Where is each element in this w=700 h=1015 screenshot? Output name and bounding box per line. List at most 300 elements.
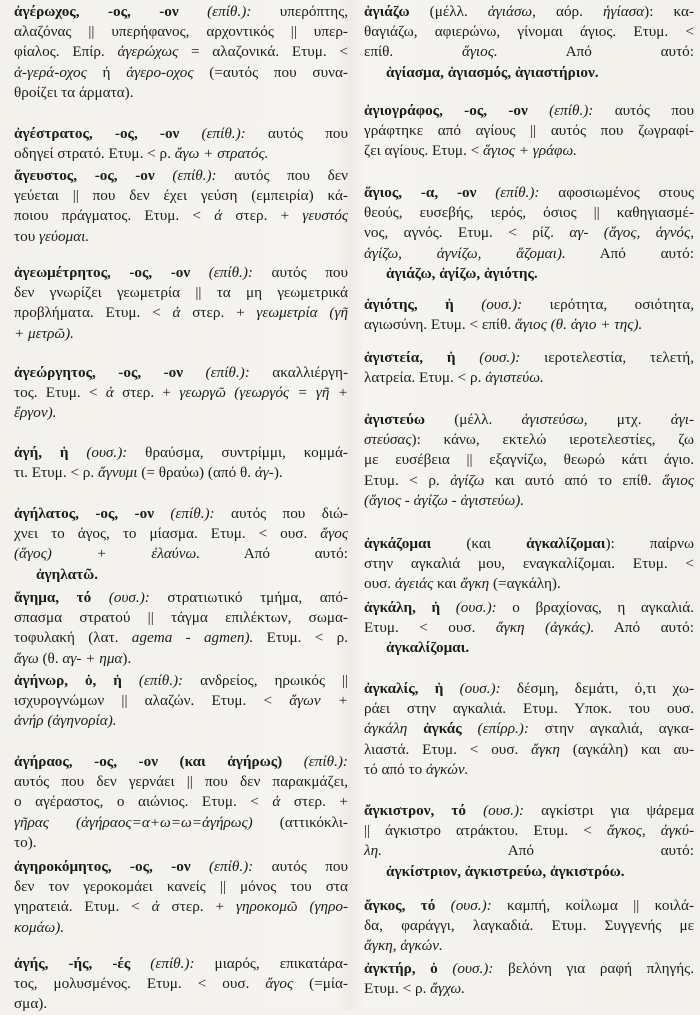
italic-text: αγ- (ἅγος, ἁγνός, (569, 224, 694, 242)
derived-words-line (364, 638, 694, 658)
italic-text: ἄγκη (460, 575, 490, 593)
italic-text: γεωμετρία (γῆ (256, 304, 349, 322)
italic-text: (ουσ.): (455, 599, 497, 616)
entry-line (14, 283, 348, 303)
italic-text: ἀγ- (254, 464, 274, 482)
italic-text: αγ- + ημα (62, 649, 123, 667)
entry-line (14, 608, 348, 628)
entry-line (14, 524, 348, 544)
italic-text: (ουσ.): (481, 296, 523, 313)
dictionary-entry (364, 183, 694, 284)
entry-line (14, 711, 348, 731)
entry-line (364, 315, 694, 335)
italic-text: ἁγιάσω, (487, 3, 536, 20)
entry-line (364, 719, 694, 739)
italic-text: (ουσ.): (450, 897, 492, 914)
definition-text: καμπή, κοίλωμα || κοιλά- (491, 897, 694, 914)
entry-line (14, 363, 348, 383)
definition-text: αυτός που (252, 264, 348, 281)
entry-line (14, 772, 348, 792)
definition-text: στερ. + (180, 304, 257, 322)
italic-text: (επίθ.): (209, 858, 254, 875)
italic-text: ἁγι- (670, 411, 694, 428)
entry-line (14, 877, 348, 897)
italic-text: λη. (364, 842, 382, 860)
entry-line (14, 263, 348, 283)
dictionary-entry (14, 263, 348, 344)
italic-text: ἄγος (320, 525, 348, 543)
italic-text: (επίρρ.): (477, 720, 529, 738)
definition-text: αόρ. (535, 3, 603, 20)
entry-line (364, 203, 694, 223)
entry-line (14, 303, 348, 323)
dictionary-entry (364, 101, 694, 162)
headword: ἀγήνωρ, ὁ, ἡ (14, 672, 139, 689)
definition-text: γηρατειά. Ετυμ. < (14, 898, 152, 916)
entry-line (14, 504, 348, 524)
bold-term: ἀγκαλίζομαι (526, 535, 606, 552)
italic-text: κομάω). (14, 918, 65, 936)
entry-line (14, 752, 348, 772)
italic-text: + μετρῶ). (14, 324, 74, 342)
italic-text: (επίθ.): (207, 3, 252, 20)
entry-line (14, 227, 348, 247)
definition-text: αγιωσύνη. Ετυμ. < επίθ. (364, 316, 515, 334)
entry-line (14, 206, 348, 226)
italic-text: (ἅγος) + ἐλαύνω. (14, 545, 201, 563)
definition-text: Ετυμ. < ουσ. (364, 619, 496, 637)
italic-text: ἄγος (265, 975, 294, 993)
italic-text: (ουσ.): (459, 680, 501, 697)
entry-line (364, 821, 694, 841)
entry-line (364, 679, 694, 699)
entry-line (364, 121, 694, 141)
italic-text: ἀγερο-οχος (126, 63, 194, 81)
italic-text: agema - agmen). (131, 629, 254, 647)
definition-text: Ετυμ. < ρ. (253, 629, 348, 647)
definition-text: δεν γνωρίζει γεωμετρία || τα μη γεωμετρικά (14, 284, 348, 302)
definition-text: προβλήματα. Ετυμ. < (14, 304, 173, 322)
dictionary-entry (14, 857, 348, 938)
definition-text: και (433, 575, 461, 593)
definition-text: γράφτηκε από αγίους || αυτός που ζωγραφί- (364, 122, 694, 140)
headword: ἀγή, ἡ (14, 444, 87, 461)
definition-text: σπασμα στρατού || τάγμα επιλέκτων, σωμα- (14, 609, 348, 627)
entry-line (364, 101, 694, 121)
italic-text: ἔργον). (14, 404, 57, 422)
definition-text: αυτός που δεν (216, 167, 348, 184)
definition-text: αφοσιωμένος στους (539, 184, 695, 201)
italic-text: ἀγειάς (394, 575, 434, 593)
definition-text: στερ. + (222, 207, 303, 225)
entry-line (364, 554, 694, 574)
definition-text: στην αγκαλιά, αγκα- (528, 720, 694, 738)
definition-text: ): παίρνω (605, 535, 695, 552)
entry-line (14, 324, 348, 344)
definition-text: = αλαζονικά. Ετυμ. < (178, 43, 349, 61)
italic-text: (επίθ.): (138, 672, 184, 689)
entry-line (364, 368, 694, 388)
definition-text: || άγκιστρο ατράκτου. Ετυμ. < (364, 822, 607, 840)
dictionary-entry (364, 348, 694, 388)
entry-line (364, 42, 694, 62)
dictionary-entry (364, 534, 694, 595)
italic-text: ἀ (105, 384, 114, 402)
entry-line (364, 491, 694, 511)
italic-text: ἀ (172, 304, 181, 322)
entry-line (14, 166, 348, 186)
entry-line (364, 2, 694, 22)
definition-text: στην αγκαλιά μου, εναγκαλίζομαι. Ετυμ. < (364, 555, 694, 573)
definition-text: δέσμη, δεμάτι, ό,τι χω- (500, 680, 694, 697)
definition-text: αυτός που (245, 125, 348, 142)
entry-line (14, 63, 348, 83)
definition-text: (μέλλ. (425, 411, 522, 428)
definition-text: το). (14, 833, 37, 851)
italic-text: ἄγω + στρατός. (174, 145, 269, 163)
entry-line (14, 2, 348, 22)
definition-text: ισχυρογνώμων || αλαζών. Ετυμ. < (14, 692, 290, 710)
definition-text: ιερότητα, οσιότητα, (522, 296, 694, 313)
italic-text: ἅγιος. (461, 43, 498, 61)
definition-text: και αυτό από το επίθ. (484, 471, 663, 489)
entry-line (14, 792, 348, 812)
italic-text: (ουσ.): (86, 444, 128, 461)
headword: ἄγευστος, -ος, -ον (14, 167, 173, 184)
headword: ἀγκαλίς, ἡ (364, 680, 460, 697)
headword: ἁγιότης, ἡ (364, 296, 482, 313)
entry-line (364, 348, 694, 368)
headword: ἀγήλατος, -ος, -ον (14, 505, 171, 522)
definition-text: αυτός που δεν γερνάει || που δεν παρακμάζει, (14, 773, 348, 791)
derived-words-line (364, 264, 694, 284)
italic-text: ἄγκος, ἀγκύ- (606, 822, 694, 840)
definition-text: τι. Ετυμ. < ρ. (14, 464, 98, 482)
definition-text: ράει στην αγκαλιά. Ετυμ. Υποκ. του ουσ. (364, 700, 694, 718)
italic-text: ἄγνυμι (97, 464, 138, 482)
entry-line (14, 833, 348, 853)
headword: ἀγέρωχος, -ος, -ον (14, 3, 208, 20)
headword: ἁγιάζω (364, 3, 410, 20)
headword: ἀγηροκόμητος, -ος, -ον (14, 858, 209, 875)
italic-text: γηροκομῶ (γηρο- (235, 898, 349, 916)
italic-text: ἄγω (14, 649, 39, 667)
entry-line (364, 979, 694, 999)
italic-text: (επίθ.): (495, 184, 540, 201)
entry-line (14, 628, 348, 648)
definition-text: Ετυμ. < ρ. (364, 471, 451, 489)
headword: ἀγέστρατος, -ος, -ον (14, 125, 202, 142)
italic-text: ἀ (151, 898, 160, 916)
dictionary-entry (14, 588, 348, 669)
entry-line (14, 691, 348, 711)
entry-line (364, 896, 694, 916)
headword: ἅγιος, -α, -ον (364, 184, 496, 201)
entry-line (364, 183, 694, 203)
italic-text: γῆρας (ἀγήραος=α+ω=ω=ἀγήρως) (14, 813, 253, 831)
definition-text: γεύεται || που δεν έχει γεύση (εμπειρία) κά- (14, 187, 348, 205)
definition-text: του (14, 227, 40, 245)
italic-text: (επίθ.): (549, 102, 594, 119)
italic-text: στεύσας (364, 431, 412, 449)
entry-line (364, 141, 694, 161)
headword: ἄγημα, τό (14, 589, 109, 606)
italic-text: (ουσ.): (483, 802, 525, 819)
definition-text: στερ. + (280, 793, 348, 811)
definition-text: (αττικόκλι- (252, 813, 348, 831)
definition-text: ο βραχίονας, η αγκαλιά. (496, 599, 694, 616)
entry-line (14, 588, 348, 608)
definition-text: (=αυτός που συνα- (193, 63, 348, 81)
headword: ἄγκος, τό (364, 897, 451, 914)
definition-text: αυτός που (253, 858, 348, 875)
dictionary-entry (14, 2, 348, 103)
definition-text: ακαλλιέργη- (249, 364, 348, 381)
dictionary-entry (364, 959, 694, 999)
italic-text: ἀ (214, 207, 223, 225)
definition-text: φίαλος. Επίρ. (14, 43, 118, 61)
entry-line (14, 857, 348, 877)
entry-line (14, 671, 348, 691)
definition-text: ποιου πράγματος. Ετυμ. < (14, 207, 215, 225)
italic-text: ἄγκη (531, 740, 560, 758)
definition-text: λατρεία. Ετυμ. < ρ. (364, 369, 486, 387)
italic-text: (ουσ.): (452, 960, 494, 977)
headword: ἁγιστεία, ἡ (364, 349, 480, 366)
definition-text: δεν τον γεροκομάει κανείς || μόνος του στα (14, 878, 348, 896)
bold-term: ἀγκίστριον, ἀγκιστρεύω, ἀγκιστρόω. (386, 862, 625, 880)
headword: ἀγήραος, -ος, -ον (και ἀγήρως) (14, 753, 304, 770)
dictionary-entry (364, 2, 694, 83)
dictionary-entry (14, 752, 348, 853)
entry-line (14, 383, 348, 403)
italic-text: ἀγερώχως (117, 43, 179, 61)
italic-text: ἁγιστεύω. (485, 369, 544, 387)
entry-line (14, 83, 348, 103)
italic-text: ἁγίζω, ἁγνίζω, ἅζομαι). (364, 244, 566, 262)
definition-text: τό από το (364, 760, 427, 778)
definition-text: (θ. (38, 649, 63, 667)
headword: ἀγεωμέτρητος, -ος, -ον (14, 264, 209, 281)
headword: ἁγιστεύω (364, 411, 426, 428)
entry-line (14, 974, 348, 994)
entry-line (364, 740, 694, 760)
definition-text: δα, φαράγγι, λαγκαδιά. Ετυμ. Συγγενής με (364, 917, 694, 935)
italic-text: ἀ-γερά-οχος (14, 63, 87, 81)
derived-words-line (14, 565, 348, 585)
entry-line (364, 760, 694, 780)
definition-text: θραύσμα, συντρίμμι, κομμά- (127, 444, 348, 461)
definition-text: ανδρείος, ηρωικός || (183, 672, 348, 689)
italic-text: ἄγκη (ἀγκάς). (495, 619, 595, 637)
definition-text: λιαστά. Ετυμ. < ουσ. (364, 740, 532, 758)
italic-text: ἅγιος + γράφω. (483, 142, 577, 160)
entry-line (364, 574, 694, 594)
entry-line (14, 649, 348, 669)
italic-text: ἁγίζω (450, 471, 485, 489)
definition-text: ή (86, 63, 127, 81)
definition-text: βελόνη για ραφή πληγής. (493, 960, 694, 977)
entry-line (364, 936, 694, 956)
headword: ἀγεώργητος, -ος, -ον (14, 364, 206, 381)
definition-text: αυτός που (593, 102, 694, 119)
definition-text: (= θραύω) (από θ. (137, 464, 255, 482)
entry-line (14, 954, 348, 974)
bold-term: ἁγιάζω, ἁγίζω, ἁγιότης. (386, 264, 538, 282)
dictionary-entry (14, 504, 348, 585)
definition-text: (και (431, 535, 527, 552)
entry-line (364, 959, 694, 979)
definition-text: ιεροτελεστία, τελετή, (520, 349, 694, 366)
definition-text: ). (122, 649, 132, 667)
entry-line (364, 430, 694, 450)
entry-line (14, 813, 348, 833)
entry-line (14, 22, 348, 42)
italic-text: (επίθ.): (201, 125, 246, 142)
entry-line (364, 598, 694, 618)
entry-line (14, 144, 348, 164)
definition-text: Από αυτό: (594, 619, 694, 637)
italic-text: (επίθ.): (208, 264, 253, 281)
dictionary-entry (14, 166, 348, 247)
dictionary-entry (364, 295, 694, 335)
italic-text: γευστός (302, 207, 349, 225)
derived-words-line (364, 63, 694, 83)
entry-line (14, 403, 348, 423)
entry-line (364, 801, 694, 821)
definition-text: Από αυτό: (381, 842, 694, 860)
italic-text: (ουσ.): (108, 589, 150, 606)
entry-line (364, 471, 694, 491)
definition-text: σμα). (14, 995, 48, 1013)
definition-text: ζει αγίους. Ετυμ. < (364, 142, 484, 160)
italic-text: (επίθ.): (170, 505, 215, 522)
bold-term: ἀγηλατῶ. (36, 565, 99, 583)
definition-text: (αγκάλη) και αυ- (559, 740, 694, 758)
italic-text: γεωργῶ (γεωργός = γῆ + (179, 384, 348, 402)
entry-line (364, 450, 694, 470)
definition-text: ). (273, 464, 283, 482)
entry-line (364, 618, 694, 638)
definition-text: στερ. + (159, 898, 236, 916)
entry-line (14, 544, 348, 564)
italic-text: (ἅγιος - ἁγίζω - ἁγιστεύω). (364, 491, 525, 509)
definition-text: αγκίστρι για ψάρεμα (524, 802, 694, 819)
definition-text: νος, αγνός. Ετυμ. < ρίζ. (364, 224, 570, 242)
entry-line (364, 223, 694, 243)
entry-line (364, 410, 694, 430)
entry-line (14, 42, 348, 62)
italic-text: ἀγκών. (426, 760, 469, 778)
definition-text: θεούς, ευσεβής, ιερός, όσιος || καθηγιασμέ- (364, 204, 694, 222)
dictionary-entry (14, 671, 348, 732)
entry-line (364, 699, 694, 719)
italic-text: γεύομαι. (39, 227, 90, 245)
entry-line (14, 463, 348, 483)
definition-text: θαγιάζω, αφιερώνω, γίνομαι άγιος. Ετυμ. < (364, 23, 694, 41)
dictionary-entry (364, 679, 694, 780)
entry-line (364, 534, 694, 554)
dictionary-entry (14, 443, 348, 483)
entry-line (14, 897, 348, 917)
bold-term: ἁγίασμα, ἁγιασμός, ἁγιαστήριον. (386, 63, 599, 81)
entry-line (14, 124, 348, 144)
italic-text: ἀ (272, 793, 281, 811)
entry-line (364, 295, 694, 315)
definition-text: με ευσέβεια || εξαγνίζω, θεωρώ κάτι άγιο. (364, 451, 694, 469)
definition-text: τος, μολυσμένος. Ετυμ. < ουσ. (14, 975, 266, 993)
definition-text: ): κάνω, εκτελώ ιεροτελεστίες, ζω (411, 431, 694, 449)
italic-text: ἀγκάλη (364, 720, 424, 738)
entry-line (364, 841, 694, 861)
definition-text: Ετυμ. < ρ. (364, 980, 431, 998)
headword: ἀγκάζομαι (364, 535, 432, 552)
definition-text: αλαζόνας || υπερήφανος, αρχοντικός || υπερ- (14, 23, 348, 41)
entry-line (364, 916, 694, 936)
definition-text: μτχ. (587, 411, 671, 428)
entry-line (364, 244, 694, 264)
dictionary-entry (364, 896, 694, 957)
definition-text: θροίζει τα άρματα). (14, 83, 134, 101)
dictionary-entry (364, 410, 694, 511)
definition-text: ουσ. (364, 575, 395, 593)
definition-text: μιαρός, επικατάρα- (194, 955, 349, 972)
italic-text: ἄγχω. (430, 980, 466, 998)
definition-text: τος. Ετυμ. < (14, 384, 106, 402)
entry-line (14, 918, 348, 938)
italic-text: (επίθ.): (205, 364, 250, 381)
definition-text: Από αυτό: (200, 545, 348, 563)
dictionary-entry (14, 954, 348, 1015)
definition-text: χνει το άγος, το μίασμα. Ετυμ. < ουσ. (14, 525, 321, 543)
dictionary-entry (364, 801, 694, 882)
dictionary-entry (14, 363, 348, 424)
headword: ἁγιογράφος, -ος, -ον (364, 102, 550, 119)
italic-text: (επίθ.): (150, 955, 195, 972)
definition-text: στερ. + (113, 384, 180, 402)
italic-text: ἄγκη, ἀγκών. (364, 937, 443, 955)
italic-text: (επίθ.): (172, 167, 217, 184)
headword: ἀγκάλη, ἡ (364, 599, 456, 616)
definition-text: (=μία- (293, 975, 348, 993)
definition-text: (μέλλ. (409, 3, 488, 20)
italic-text: ἁγιστεύσω, (521, 411, 588, 428)
italic-text: (επίθ.): (303, 753, 348, 770)
headword: ἄγκιστρον, τό (364, 802, 484, 819)
definition-text: ): κα- (644, 3, 694, 20)
entry-line (14, 994, 348, 1014)
dictionary-entry (14, 124, 348, 164)
dictionary-entry (364, 598, 694, 659)
definition-text: Από αυτό: (497, 43, 694, 61)
italic-text: ἅγιος (θ. ἁγιο + της). (514, 316, 643, 334)
entry-line (14, 443, 348, 463)
headword: ἀγής, -ής, -ές (14, 955, 151, 972)
definition-text: στρατιωτικό τμήμα, από- (149, 589, 348, 606)
italic-text: ἅγιος (662, 471, 695, 489)
bold-term: ἀγκάς (423, 720, 478, 738)
definition-text: υπερόπτης, (251, 3, 349, 20)
definition-text: επίθ. (364, 43, 462, 61)
italic-text: ἀνήρ (ἀγηνορία). (14, 712, 117, 730)
definition-text: (=αγκάλη). (489, 575, 561, 593)
bold-term: ἀγκαλίζομαι. (386, 639, 470, 657)
entry-line (14, 186, 348, 206)
italic-text: ἡγίασα (602, 3, 645, 20)
derived-words-line (364, 862, 694, 882)
entry-line (364, 22, 694, 42)
definition-text: τοφυλακή (λατ. (14, 629, 132, 647)
